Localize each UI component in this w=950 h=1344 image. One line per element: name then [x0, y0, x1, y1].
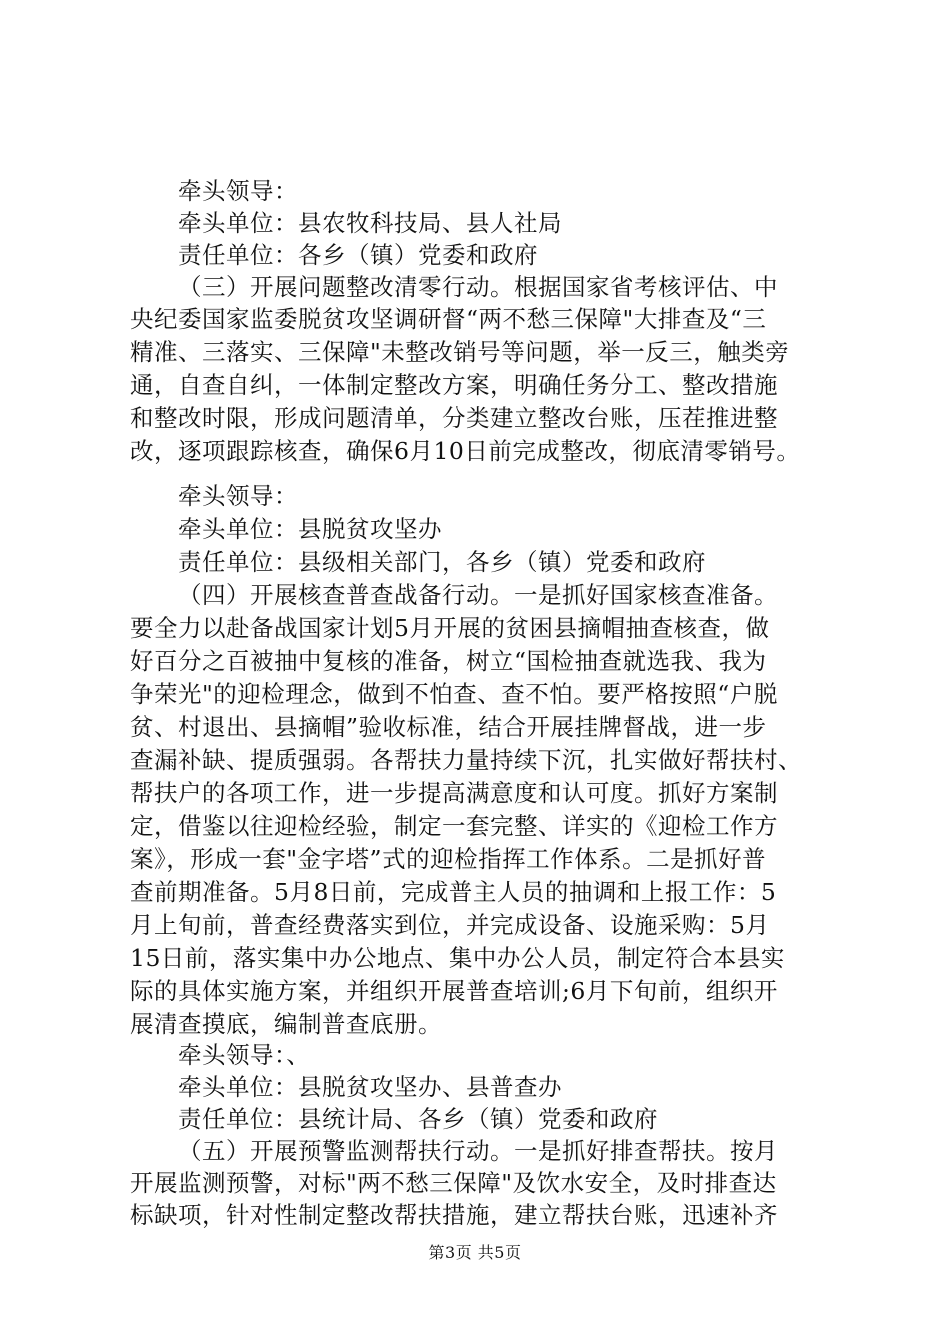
text-line: 好百分之百被抽中复核的准备，树立“国检抽查就选我、我为 — [130, 647, 767, 675]
paragraph-start-line: （五）开展预警监测帮扶行动。一是抓好排查帮扶。按月 — [178, 1137, 778, 1165]
text-line: 央纪委国家监委脱贫攻坚调研督“两不愁三保障"大排查及“三 — [130, 305, 767, 333]
paragraph-start-line: （三）开展问题整改清零行动。根据国家省考核评估、中 — [178, 273, 778, 301]
text-line: 开展监测预警，对标"两不愁三保障"及饮水安全，及时排查达 — [130, 1169, 777, 1197]
text-line: 定，借鉴以往迎检经验，制定一套完整、详实的《迎检工作方 — [130, 812, 778, 840]
text-line: 牵头领导： — [178, 482, 298, 510]
text-line: 牵头单位：县脱贫攻坚办 — [178, 515, 442, 543]
page-number-footer: 第3页 共5页 — [428, 1243, 522, 1262]
paragraph-start-line: （四）开展核查普查战备行动。一是抓好国家核查准备。 — [178, 581, 778, 609]
text-line: 标缺项，针对性制定整改帮扶措施，建立帮扶台账，迅速补齐 — [130, 1201, 778, 1229]
text-line: 改，逐项跟踪核查，确保6月10日前完成整改，彻底清零销号。 — [130, 437, 801, 465]
text-line: 牵头单位：县脱贫攻坚办、县普查办 — [178, 1073, 562, 1101]
text-line: 贫、村退出、县摘帽”验收标准，结合开展挂牌督战，进一步 — [130, 713, 767, 741]
text-line: 月上旬前，普查经费落实到位，并完成设备、设施采购：5月 — [130, 911, 770, 939]
text-line: 责任单位：县统计局、各乡（镇）党委和政府 — [178, 1105, 658, 1133]
text-line: 案》，形成一套"金字塔”式的迎检指挥工作体系。二是抓好普 — [130, 845, 767, 873]
text-line: 责任单位：县级相关部门，各乡（镇）党委和政府 — [178, 548, 706, 576]
text-line: 要全力以赴备战国家计划5月开展的贫困县摘帽抽查核查，做 — [130, 614, 770, 642]
text-line: 争荣光"的迎检理念，做到不怕查、查不怕。要严格按照“户脱 — [130, 680, 778, 708]
text-line: 责任单位：各乡（镇）党委和政府 — [178, 241, 538, 269]
text-line: 际的具体实施方案，并组织开展普查培训;6月下旬前，组织开 — [130, 977, 778, 1005]
text-line: 展清查摸底，编制普查底册。 — [130, 1010, 442, 1038]
text-line: 牵头领导： — [178, 177, 298, 205]
text-line: 和整改时限，形成问题清单，分类建立整改台账，压茬推进整 — [130, 404, 778, 432]
text-line: 通，自查自纠，一体制定整改方案，明确任务分工、整改措施 — [130, 371, 778, 399]
text-line: 15日前，落实集中办公地点、集中办公人员，制定符合本县实 — [130, 944, 785, 972]
text-line: 牵头单位：县农牧科技局、县人社局 — [178, 209, 562, 237]
text-line: 查前期准备。5月8日前，完成普主人员的抽调和上报工作：5 — [130, 878, 777, 906]
text-line: 帮扶户的各项工作，进一步提高满意度和认可度。抓好方案制 — [130, 779, 778, 807]
text-line: 查漏补缺、提质强弱。各帮扶力量持续下沉，扎实做好帮扶村、 — [130, 746, 802, 774]
text-line: 精准、三落实、三保障"未整改销号等问题，举一反三，触类旁 — [130, 338, 790, 366]
text-line: 牵头领导：、 — [178, 1041, 311, 1069]
